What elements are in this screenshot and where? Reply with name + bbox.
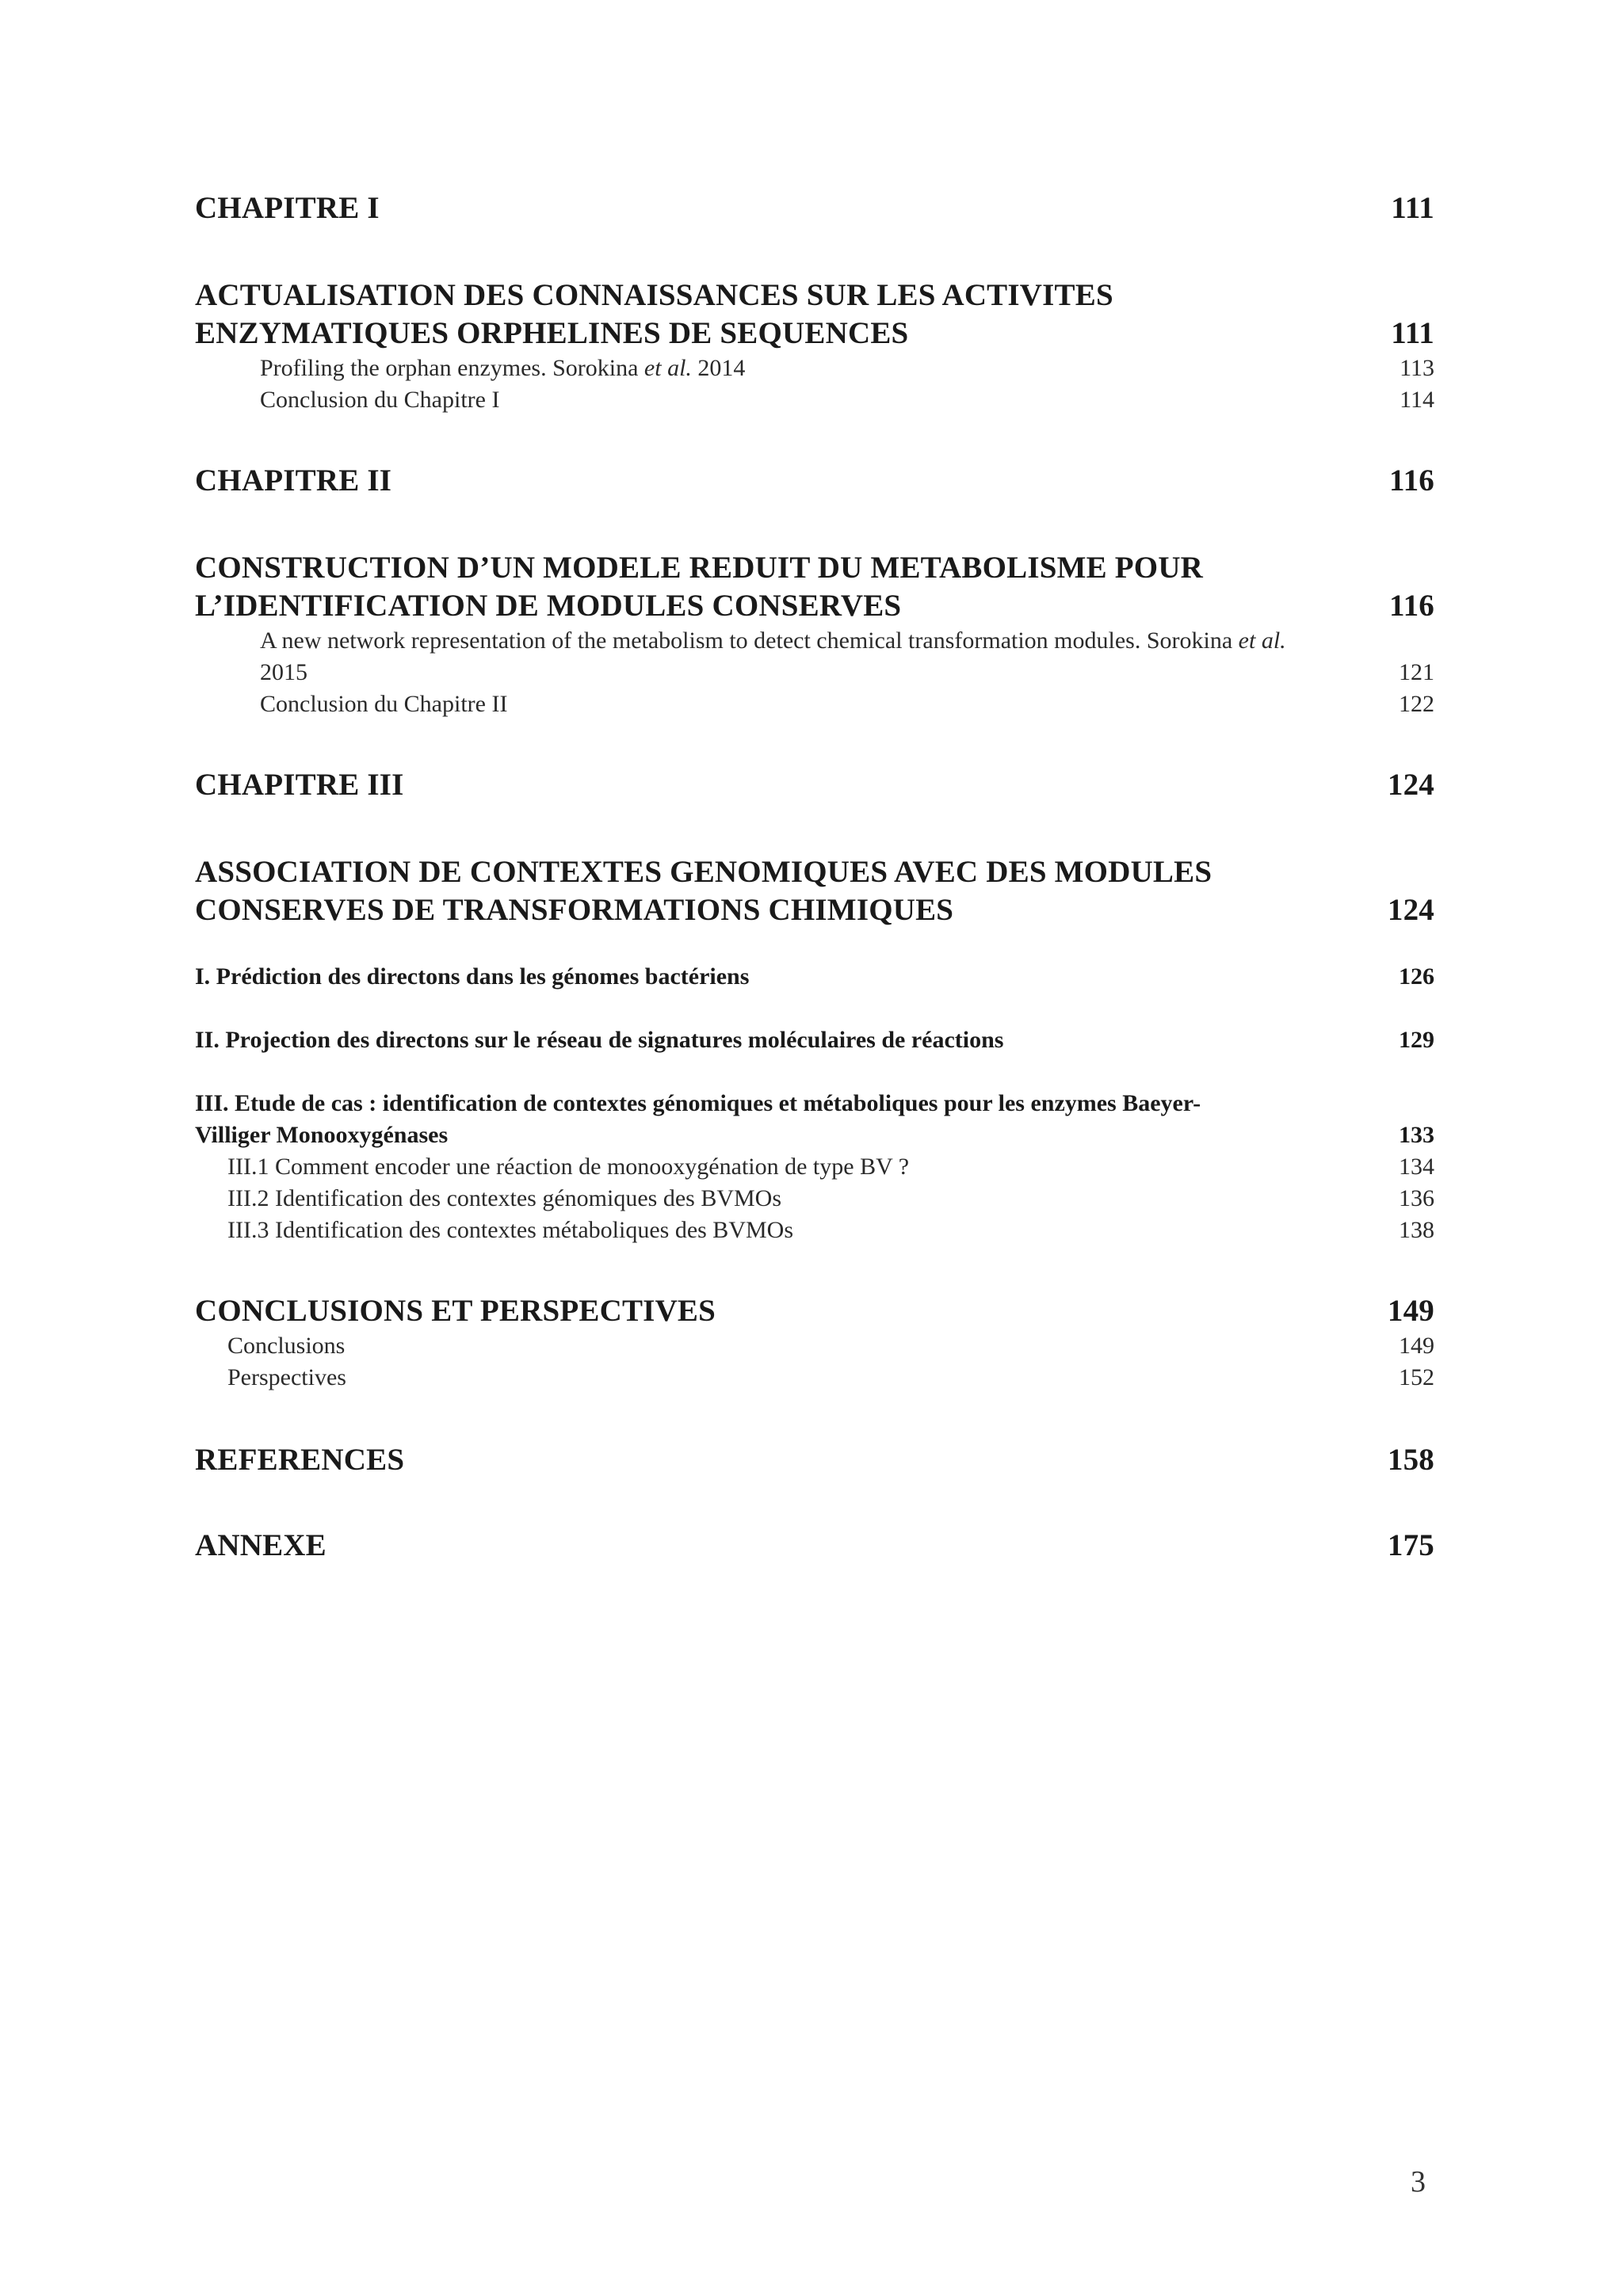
toc-chapter-2-heading-line2[interactable] bbox=[195, 588, 1434, 624]
toc-section-3-line2[interactable] bbox=[195, 1122, 1434, 1149]
toc-entry-label: Conclusion du Chapitre I bbox=[260, 387, 500, 413]
toc-page: 126 bbox=[1399, 963, 1434, 990]
toc-title: ACTUALISATION DES CONNAISSANCES SUR LES ACTIVITES bbox=[195, 278, 1113, 312]
toc-entry-3-1[interactable] bbox=[195, 1154, 1434, 1180]
toc-page: 158 bbox=[1387, 1443, 1434, 1477]
toc-chapter-2-heading-line1[interactable] bbox=[195, 550, 1434, 585]
toc-entry-label: Conclusion du Chapitre II bbox=[260, 691, 508, 717]
toc-entry-conclusions[interactable] bbox=[195, 1333, 1434, 1360]
toc-title: CHAPITRE III bbox=[195, 768, 404, 802]
toc-page: 129 bbox=[1399, 1027, 1434, 1053]
toc-entry-label: A new network representation of the metabolism to detect chemical transformation modules. Sorokina et al. bbox=[260, 627, 1286, 654]
toc-conclusions-perspectives[interactable] bbox=[195, 1293, 1434, 1329]
toc-page: 122 bbox=[1399, 691, 1434, 717]
toc-entry-label: III.1 Comment encoder une réaction de monooxygénation de type BV ? bbox=[227, 1154, 910, 1180]
toc-section-2[interactable] bbox=[195, 1027, 1434, 1054]
toc-title: CONCLUSIONS ET PERSPECTIVES bbox=[195, 1294, 716, 1328]
toc-chapter-3[interactable] bbox=[195, 767, 1434, 803]
toc-entry-label: 2015 bbox=[260, 659, 307, 685]
toc-page: 133 bbox=[1399, 1122, 1434, 1148]
toc-page: 121 bbox=[1399, 659, 1434, 685]
toc-title: CONSERVES DE TRANSFORMATIONS CHIMIQUES bbox=[195, 893, 954, 927]
toc-title: L’IDENTIFICATION DE MODULES CONSERVES bbox=[195, 589, 902, 623]
toc-title: REFERENCES bbox=[195, 1443, 405, 1477]
toc-entry-label: Perspectives bbox=[227, 1364, 346, 1390]
toc-title: CHAPITRE I bbox=[195, 191, 380, 225]
toc-annexe[interactable] bbox=[195, 1527, 1434, 1563]
toc-chapter-2[interactable] bbox=[195, 463, 1434, 498]
toc-entry-3-3[interactable] bbox=[195, 1217, 1434, 1244]
toc-chapter-3-heading-line2[interactable] bbox=[195, 892, 1434, 928]
toc-page: 124 bbox=[1387, 893, 1434, 927]
toc-page: 152 bbox=[1399, 1364, 1434, 1390]
toc-title: CHAPITRE II bbox=[195, 463, 392, 498]
toc-page: 149 bbox=[1387, 1294, 1434, 1328]
toc-references[interactable] bbox=[195, 1442, 1434, 1478]
toc-entry-conclusion-chap1[interactable] bbox=[195, 387, 1434, 414]
toc-entry-label: Conclusions bbox=[227, 1333, 346, 1359]
page-number: 3 bbox=[1411, 2165, 1426, 2199]
toc-title: ASSOCIATION DE CONTEXTES GENOMIQUES AVEC DES MODULES bbox=[195, 855, 1212, 889]
toc-page: 113 bbox=[1400, 355, 1434, 381]
toc-page: 149 bbox=[1399, 1333, 1434, 1359]
toc-page: 111 bbox=[1391, 191, 1434, 225]
toc-chapter-1-heading-line1[interactable] bbox=[195, 277, 1434, 313]
toc-entry-network-line1[interactable] bbox=[195, 627, 1434, 654]
toc-section-label: I. Prédiction des directons dans les génomes bactériens bbox=[195, 963, 750, 990]
toc-section-label: III. Etude de cas : identification de contextes génomiques et métaboliques pour les enzymes Baeyer- bbox=[195, 1090, 1201, 1116]
toc-page: 175 bbox=[1387, 1528, 1434, 1562]
toc-page: 124 bbox=[1387, 768, 1434, 802]
toc-section-1[interactable] bbox=[195, 963, 1434, 990]
toc-entry-3-2[interactable] bbox=[195, 1185, 1434, 1212]
toc-chapter-1-heading-line2[interactable] bbox=[195, 315, 1434, 351]
toc-page: 138 bbox=[1399, 1217, 1434, 1243]
toc-page: 114 bbox=[1400, 387, 1434, 413]
toc-chapter-3-heading-line1[interactable] bbox=[195, 854, 1434, 890]
toc-page: 116 bbox=[1389, 589, 1434, 623]
toc-section-3-line1[interactable] bbox=[195, 1090, 1434, 1117]
toc-entry-label: III.3 Identification des contextes métaboliques des BVMOs bbox=[227, 1217, 793, 1243]
toc-entry-profiling[interactable] bbox=[195, 355, 1434, 382]
toc-entry-perspectives[interactable] bbox=[195, 1364, 1434, 1391]
toc-title: CONSTRUCTION D’UN MODELE REDUIT DU METABOLISME POUR bbox=[195, 551, 1204, 585]
toc-page: 134 bbox=[1399, 1154, 1434, 1180]
toc-entry-label: III.2 Identification des contextes génomiques des BVMOs bbox=[227, 1185, 782, 1211]
toc-title: ENZYMATIQUES ORPHELINES DE SEQUENCES bbox=[195, 316, 909, 350]
toc-title: ANNEXE bbox=[195, 1528, 327, 1562]
toc-chapter-1[interactable] bbox=[195, 190, 1434, 226]
toc-page: 111 bbox=[1391, 316, 1434, 350]
toc-entry-conclusion-chap2[interactable] bbox=[195, 691, 1434, 718]
toc-entry-label: Profiling the orphan enzymes. Sorokina et al. 2014 bbox=[260, 355, 746, 381]
toc-entry-network-line2[interactable] bbox=[195, 659, 1434, 686]
toc-page: 116 bbox=[1389, 463, 1434, 498]
toc-page: 136 bbox=[1399, 1185, 1434, 1211]
toc-section-label: Villiger Monooxygénases bbox=[195, 1122, 449, 1148]
toc-section-label: II. Projection des directons sur le réseau de signatures moléculaires de réactions bbox=[195, 1027, 1004, 1053]
